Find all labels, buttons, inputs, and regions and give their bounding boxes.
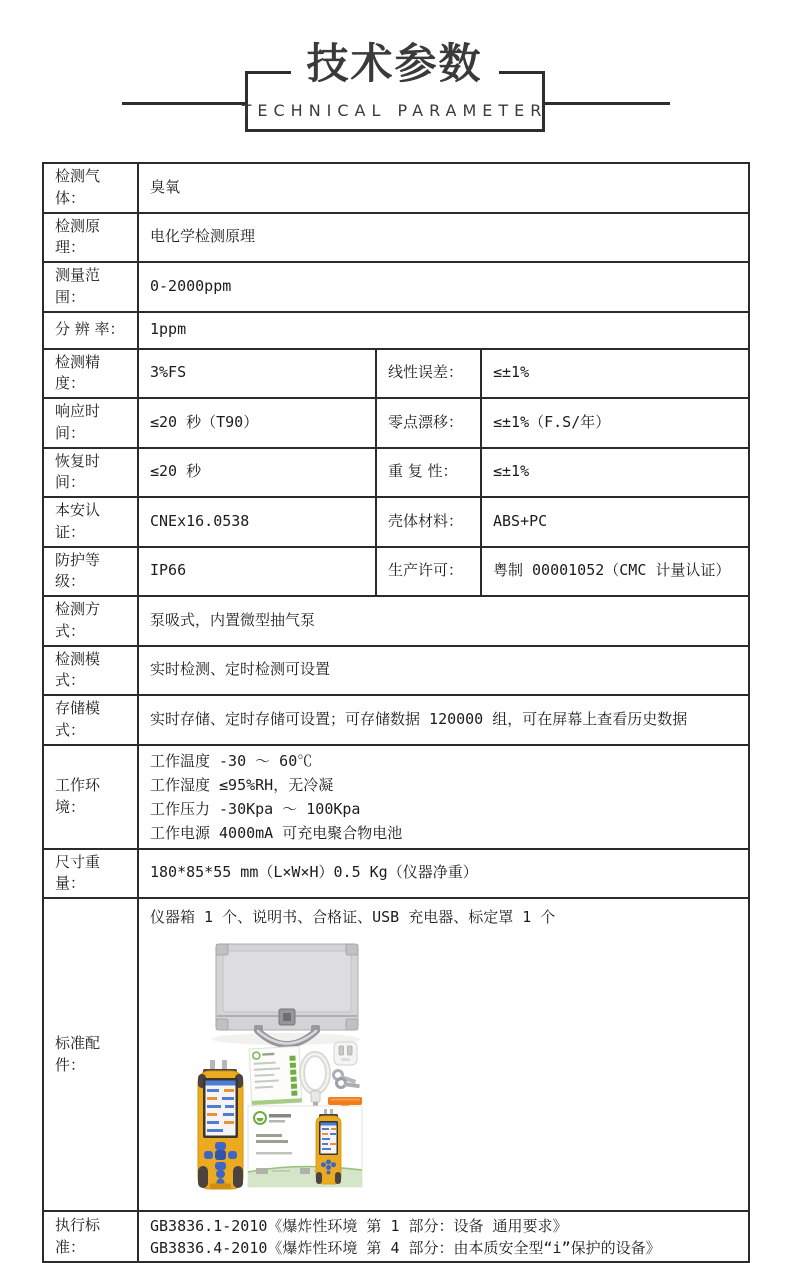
- page-header: [0, 0, 789, 162]
- page-subtitle: TECHNICAL PARAMETER: [241, 101, 548, 120]
- row-detection-mode: [43, 646, 749, 696]
- param-label: 检测原理：: [43, 213, 138, 263]
- param-value: 0-2000ppm: [138, 262, 749, 312]
- spec-table: [42, 162, 750, 1263]
- keys-icon: [334, 1070, 360, 1088]
- env-line: 工作压力 -30Kpa ～ 100Kpa: [150, 799, 361, 818]
- param-value: 泵吸式，内置微型抽气泵: [138, 596, 749, 646]
- param-label: 分 辨 率：: [43, 312, 138, 349]
- param-value: 粤制 00001052（CMC 计量认证）: [481, 547, 749, 597]
- standard-line: GB3836.4-2010《爆炸性环境 第 4 部分：由本质安全型“i”保护的设备》: [150, 1238, 661, 1257]
- power-adapter-icon: [334, 1042, 357, 1065]
- param-value: ≤20 秒: [138, 448, 376, 498]
- header-right-line: [545, 102, 670, 105]
- param-value: IP66: [138, 547, 376, 597]
- row-protection-license: [43, 547, 749, 597]
- param-label: 工作环境：: [43, 745, 138, 849]
- param-label: 本安认证：: [43, 497, 138, 547]
- param-value: ≤20 秒（T90）: [138, 398, 376, 448]
- env-line: 工作电源 4000mA 可充电聚合物电池: [150, 823, 403, 842]
- param-label: 壳体材料：: [376, 497, 481, 547]
- param-label: 标准配件：: [43, 898, 138, 1211]
- param-label: 执行标准：: [43, 1211, 138, 1262]
- param-label: 尺寸重量：: [43, 849, 138, 899]
- param-value: 180*85*55 mm（L×W×H）0.5 Kg（仪器净重）: [138, 849, 749, 899]
- param-label: 存储模式：: [43, 695, 138, 745]
- param-value: ABS+PC: [481, 497, 749, 547]
- row-accuracy-linearity: [43, 349, 749, 399]
- certificate-card-icon: [249, 1046, 302, 1105]
- param-value: [138, 1211, 749, 1262]
- param-label: 响应时间：: [43, 398, 138, 448]
- param-value: 实时存储、定时存储可设置；可存储数据 120000 组，可在屏幕上查看历史数据: [138, 695, 749, 745]
- param-label: 检测方式：: [43, 596, 138, 646]
- standard-line: GB3836.1-2010《爆炸性环境 第 1 部分：设备 通用要求》: [150, 1216, 568, 1235]
- param-value: ≤±1%: [481, 349, 749, 399]
- row-measuring-range: [43, 262, 749, 312]
- env-line: 工作温度 -30 ～ 60℃: [150, 751, 313, 770]
- aluminum-case-icon: [212, 944, 360, 1045]
- param-value: CNEx16.0538: [138, 497, 376, 547]
- param-label: 检测模式：: [43, 646, 138, 696]
- param-label: 线性误差：: [376, 349, 481, 399]
- param-label: 测量范围：: [43, 262, 138, 312]
- row-detection-method: [43, 596, 749, 646]
- param-value: [138, 898, 749, 1211]
- param-value: 1ppm: [138, 312, 749, 349]
- env-line: 工作湿度 ≤95%RH，无冷凝: [150, 775, 334, 794]
- row-size-weight: [43, 849, 749, 899]
- param-value: 3%FS: [138, 349, 376, 399]
- usb-cable-icon: [302, 1054, 328, 1107]
- header-left-line: [122, 102, 245, 105]
- page-title: 技术参数: [290, 41, 498, 87]
- param-label: 零点漂移：: [376, 398, 481, 448]
- row-standard-accessories: [43, 898, 749, 1211]
- row-storage-mode: [43, 695, 749, 745]
- param-value: [138, 745, 749, 849]
- accessories-text: 仪器箱 1 个、说明书、合格证、USB 充电器、标定罩 1 个: [150, 908, 556, 926]
- param-label: 恢复时间：: [43, 448, 138, 498]
- gas-detector-icon: [198, 1060, 243, 1189]
- param-value: ≤±1%（F.S/年）: [481, 398, 749, 448]
- param-label: 检测气体：: [43, 163, 138, 213]
- param-label: 重 复 性：: [376, 448, 481, 498]
- manual-detector-image: [316, 1109, 341, 1184]
- param-label: 防护等级：: [43, 547, 138, 597]
- row-detection-principle: [43, 213, 749, 263]
- param-label: 生产许可：: [376, 547, 481, 597]
- param-value: 臭氧: [138, 163, 749, 213]
- row-detection-gas: [43, 163, 749, 213]
- row-resolution: [43, 312, 749, 349]
- param-value: 电化学检测原理: [138, 213, 749, 263]
- row-response-zerodrift: [43, 398, 749, 448]
- row-certification-material: [43, 497, 749, 547]
- product-photo: [196, 939, 366, 1191]
- row-executive-standards: [43, 1211, 749, 1262]
- param-value: 实时检测、定时检测可设置: [138, 646, 749, 696]
- user-manual-icon: [248, 1106, 362, 1187]
- param-value: ≤±1%: [481, 448, 749, 498]
- row-recovery-repeatability: [43, 448, 749, 498]
- param-label: 检测精度：: [43, 349, 138, 399]
- row-working-environment: [43, 745, 749, 849]
